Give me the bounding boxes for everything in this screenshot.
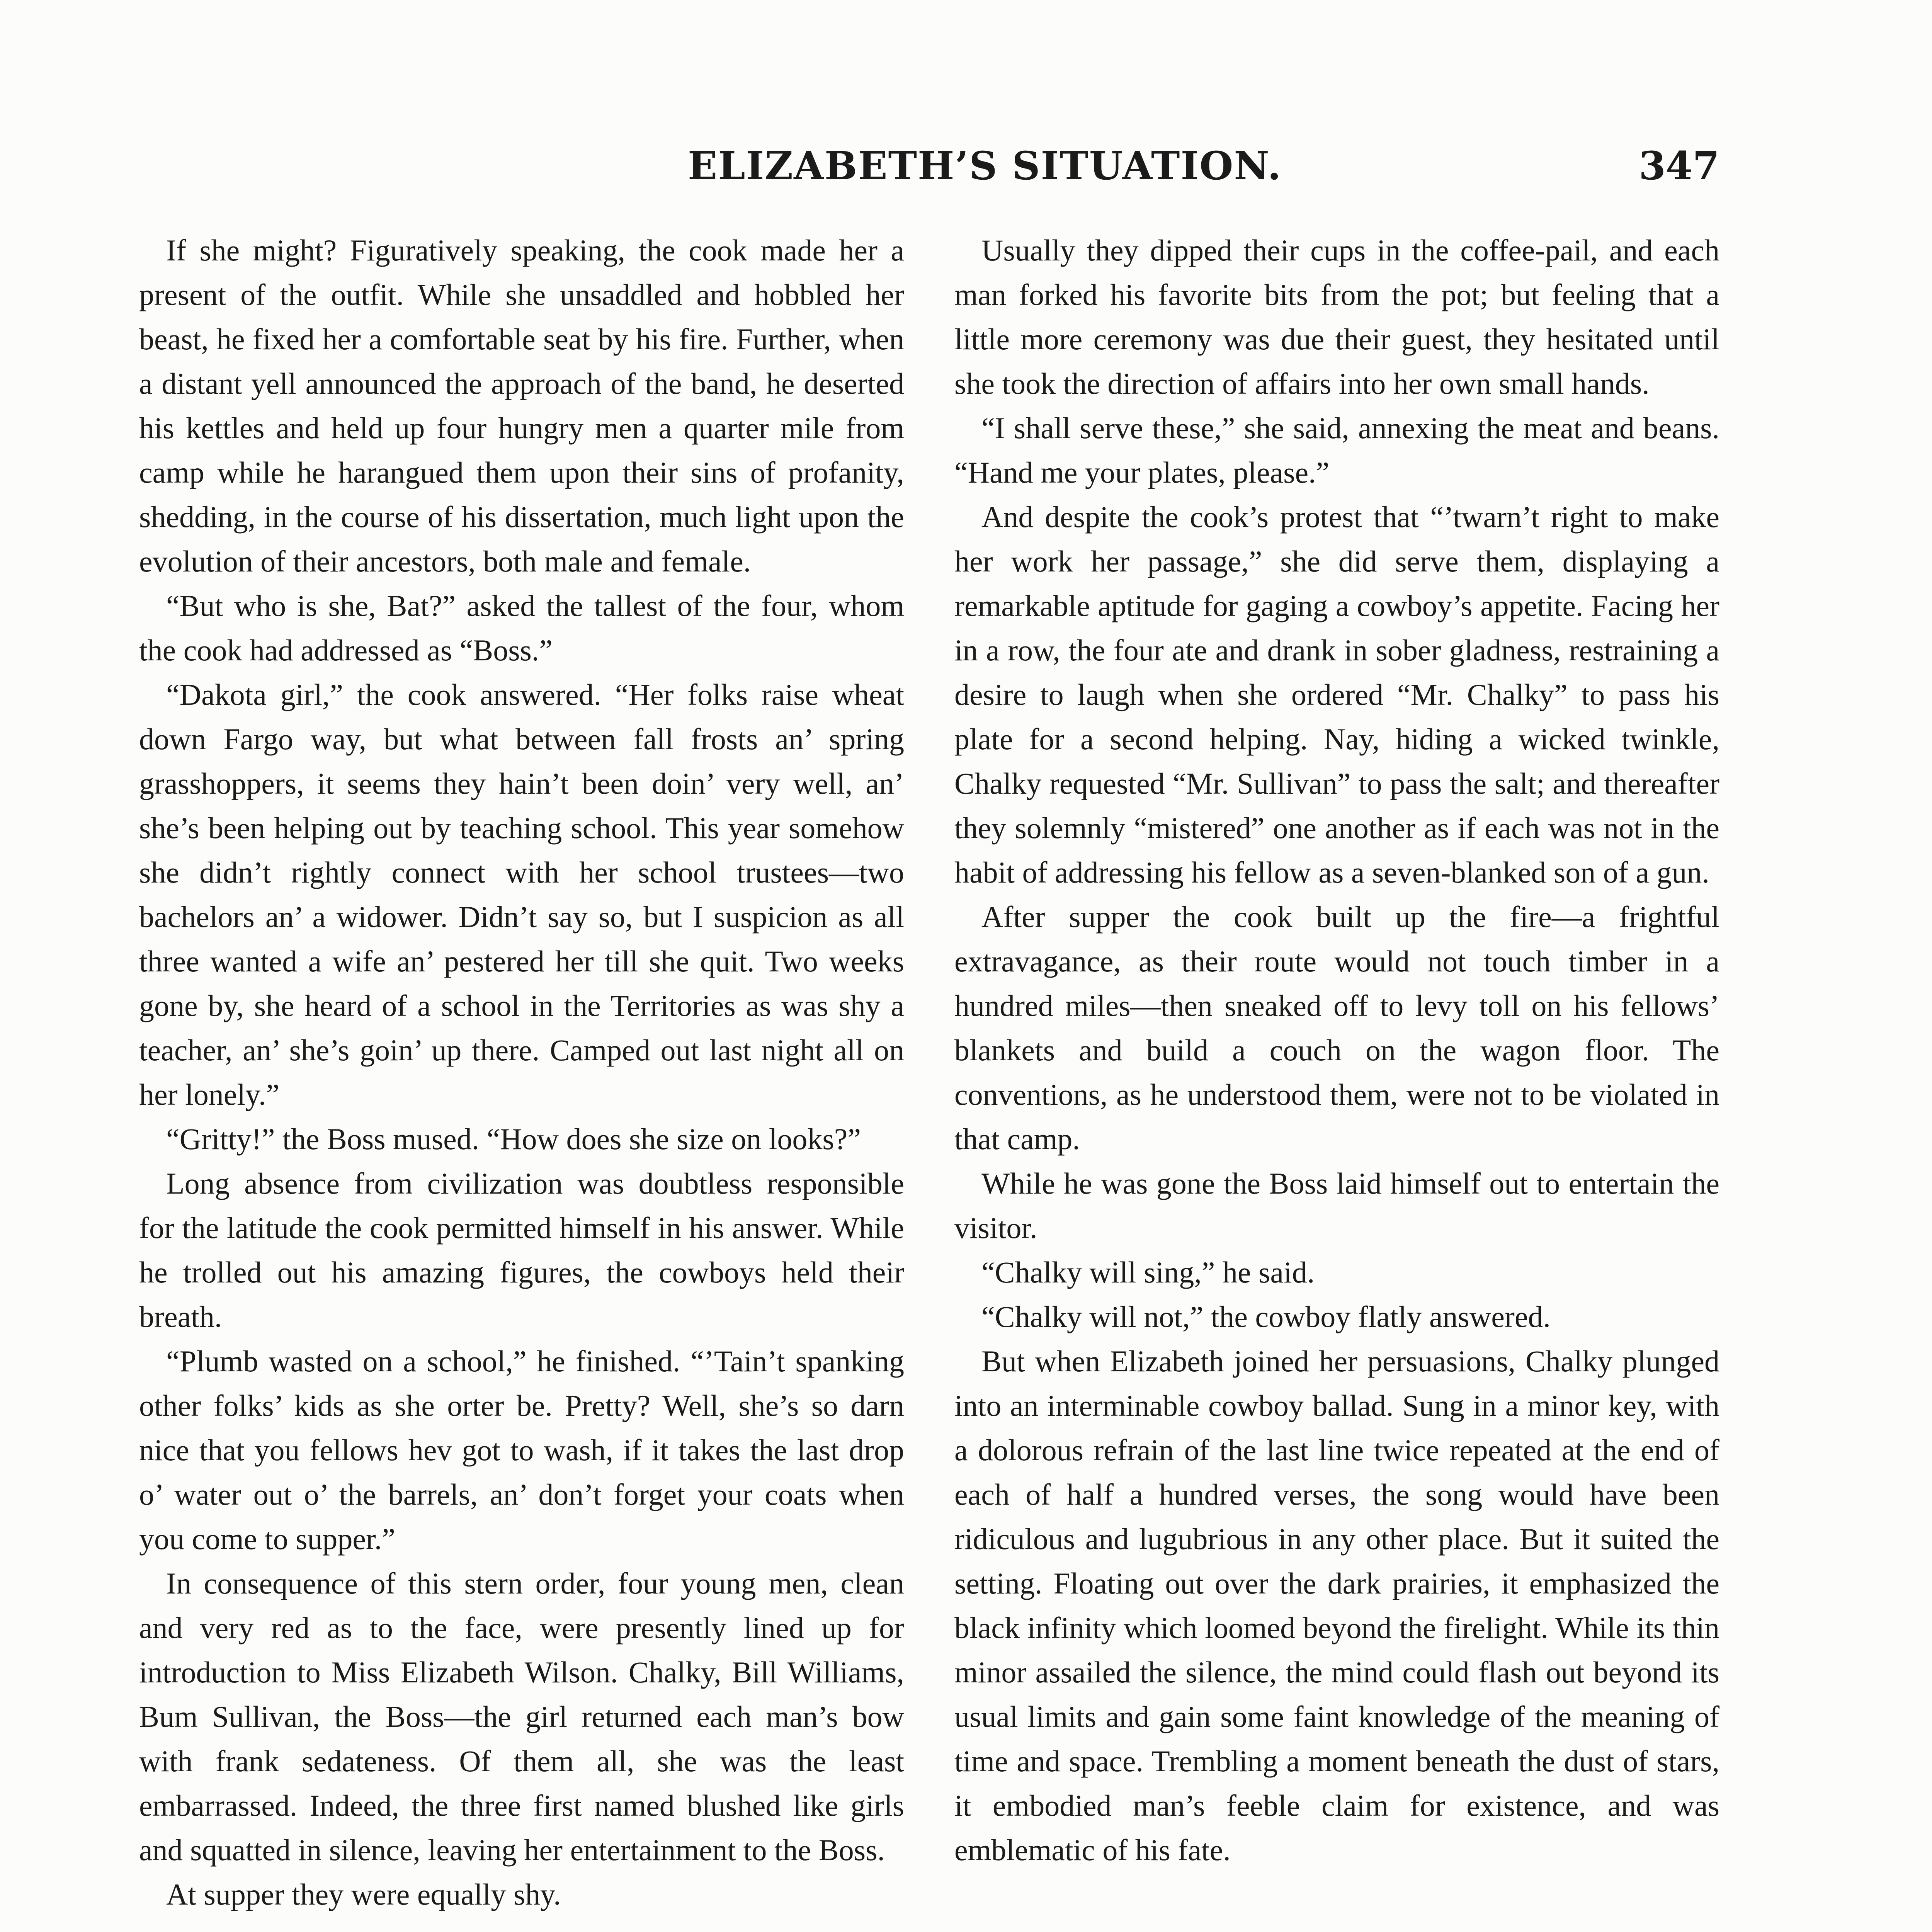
paragraph: “But who is she, Bat?” asked the tallest of the four, whom the cook had addressed as “Boss.”	[139, 589, 904, 667]
paragraph: “Chalky will not,” the cowboy flatly answered.	[981, 1300, 1551, 1333]
paragraph: But when Elizabeth joined her persuasions, Chalky plunged into an interminable cowboy ballad. Sung in a minor key, with a dolorous refrain of the last line twice repeated at the end of each of half a hundred verses, the song would have been ridiculous and lugubrious in any other place. But it suited the setting. Floating out over the dark prairies, it emphasized the black infinity which loomed beyond the firelight. While its thin minor assailed the silence, the mind could flash out beyond its usual limits and gain some faint knowledge of the meaning of time and space. Trembling a moment beneath the dust of stars, it embodied man’s feeble claim for existence, and was emblematic of his fate.	[954, 1344, 1719, 1867]
paragraph: “Chalky will sing,” he said.	[981, 1255, 1315, 1289]
paragraph: “Gritty!” the Boss mused. “How does she size on looks?”	[166, 1122, 861, 1156]
paragraph: “Dakota girl,” the cook answered. “Her folks raise wheat down Fargo way, but what between fall frosts an’ spring grasshoppers, it seems they hain’t been doin’ very well, an’ she’s been helping out by teaching school. This year somehow she didn’t rightly connect with her school trustees—two bachelors an’ a widower. Didn’t say so, but I suspicion as all three wanted a wife an’ pestered her till she quit. Two weeks gone by, she heard of a school in the Territories as was shy a teacher, an’ she’s goin’ up there. Camped out last night all on her lonely.”	[139, 678, 904, 1111]
right-column	[954, 228, 1719, 1932]
paragraph: In consequence of this stern order, four young men, clean and very red as to the face, were presently lined up for introduction to Miss Elizabeth Wilson. Chalky, Bill Williams, Bum Sullivan, the Boss—the girl returned each man’s bow with frank sedateness. Of them all, she was the least embarrassed. Indeed, the three first named blushed like girls and squatted in silence, leaving her entertainment to the Boss.	[139, 1566, 904, 1867]
paragraph: And despite the cook’s protest that “’twarn’t right to make her work her passage,” she did serve them, displaying a remarkable aptitude for gaging a cowboy’s appetite. Facing her in a row, the four ate and drank in sober gladness, restraining a desire to laugh when she ordered “Mr. Chalky” to pass his plate for a second helping. Nay, hiding a wicked twinkle, Chalky requested “Mr. Sullivan” to pass the salt; and thereafter they solemnly “mistered” one another as if each was not in the habit of addressing his fellow as a seven-blanked son of a gun.	[954, 500, 1719, 889]
paragraph: “I shall serve these,” she said, annexing the meat and beans. “Hand me your plates, please.”	[954, 411, 1719, 489]
text-columns	[139, 228, 1719, 1932]
left-column	[139, 228, 904, 1932]
paragraph: Usually they dipped their cups in the coffee-pail, and each man forked his favorite bits from the pot; but feeling that a little more ceremony was due their guest, they hesitated until she took the direction of affairs into her own small hands.	[954, 233, 1719, 400]
running-title: ELIZABETH’S SITUATION.	[688, 143, 1282, 189]
paragraph: After supper the cook built up the fire—a frightful extravagance, as their route would not touch timber in a hundred miles—then sneaked off to levy toll on his fellows’ blankets and build a couch on the wagon floor. The conventions, as he understood them, were not to be violated in that camp.	[954, 900, 1719, 1156]
page-header	[139, 143, 1719, 209]
paragraph: “Plumb wasted on a school,” he finished. “’Tain’t spanking other folks’ kids as she orter be. Pretty? Well, she’s so darn nice that you fellows hev got to wash, if it takes the last drop o’ water out o’ the barrels, an’ don’t forget your coats when you come to supper.”	[139, 1344, 904, 1556]
page-number: 347	[1639, 143, 1719, 189]
paragraph: If she might? Figuratively speaking, the cook made her a present of the outfit. While she unsaddled and hobbled her beast, he fixed her a comfortable seat by his fire. Further, when a distant yell announced the approach of the band, he deserted his kettles and held up four hungry men a quarter mile from camp while he harangued them upon their sins of profanity, shedding, in the course of his dissertation, much light upon the evolution of their ancestors, both male and female.	[139, 233, 904, 578]
paragraph: While he was gone the Boss laid himself out to entertain the visitor.	[954, 1167, 1719, 1245]
paragraph: At supper they were equally shy.	[166, 1878, 561, 1911]
paragraph: Long absence from civilization was doubtless responsible for the latitude the cook permitted himself in his answer. While he trolled out his amazing figures, the cowboys held their breath.	[139, 1167, 904, 1333]
